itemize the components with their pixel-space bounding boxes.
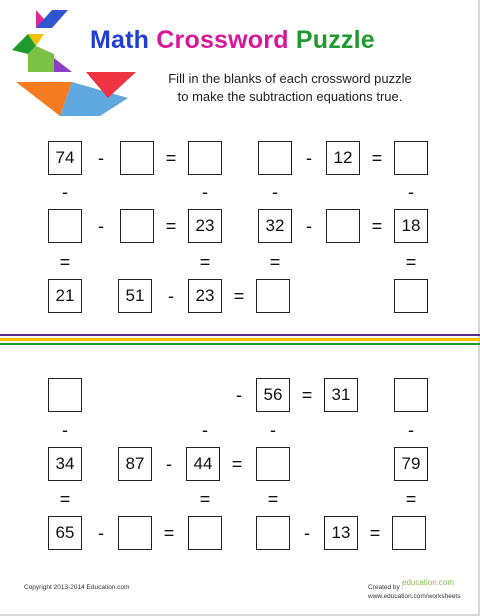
puzzle1-operator: = bbox=[233, 285, 245, 306]
title-word-puzzle: Puzzle bbox=[295, 26, 375, 54]
puzzle2-operator: = bbox=[369, 522, 381, 543]
puzzle2-operator: - bbox=[202, 419, 208, 440]
footer-credit bbox=[368, 578, 461, 600]
education-logo-icon: education.com bbox=[402, 578, 455, 587]
instructions-line-1: Fill in the blanks of each crossword puzzle bbox=[168, 71, 412, 86]
puzzle1-cell: 74 bbox=[48, 141, 82, 175]
created-by-label: Created by : bbox=[368, 584, 404, 591]
puzzle2-cell: 87 bbox=[118, 447, 152, 481]
puzzle1-operator: = bbox=[59, 251, 71, 272]
puzzle1-operator: = bbox=[269, 251, 281, 272]
puzzle2-operator: - bbox=[236, 384, 242, 405]
puzzle2-operator: - bbox=[270, 419, 276, 440]
puzzle2-blank-cell[interactable] bbox=[394, 378, 428, 412]
puzzle1-operator: = bbox=[371, 147, 383, 168]
puzzle1-operator: = bbox=[405, 251, 417, 272]
puzzle2-blank-cell[interactable] bbox=[188, 516, 222, 550]
puzzle2-cell: 13 bbox=[324, 516, 358, 550]
puzzle2-operator: - bbox=[166, 453, 172, 474]
puzzle2-operator: - bbox=[98, 522, 104, 543]
puzzle2-operator: = bbox=[163, 522, 175, 543]
title-word-crossword: Crossword bbox=[156, 26, 289, 54]
puzzle1-cell: 18 bbox=[394, 209, 428, 243]
puzzle1-cell: 23 bbox=[188, 209, 222, 243]
puzzle1-cell: 21 bbox=[48, 279, 82, 313]
puzzle1-operator: - bbox=[306, 215, 312, 236]
puzzle1-operator: - bbox=[98, 215, 104, 236]
puzzle1-operator: = bbox=[165, 147, 177, 168]
puzzle2-operator: = bbox=[199, 488, 211, 509]
puzzle2-operator: - bbox=[408, 419, 414, 440]
puzzle2-blank-cell[interactable] bbox=[392, 516, 426, 550]
puzzle2-cell: 34 bbox=[48, 447, 82, 481]
puzzle2-cell: 31 bbox=[324, 378, 358, 412]
puzzle2-blank-cell[interactable] bbox=[256, 516, 290, 550]
puzzle2-operator: = bbox=[231, 453, 243, 474]
puzzle2-cell: 79 bbox=[394, 447, 428, 481]
puzzle2-cell: 44 bbox=[186, 447, 220, 481]
puzzle1-operator: - bbox=[62, 181, 68, 202]
puzzle2-operator: - bbox=[304, 522, 310, 543]
puzzle1-operator: - bbox=[272, 181, 278, 202]
footer-copyright: Copyright 2013-2014 Education.com bbox=[24, 584, 130, 591]
title-word-math: Math bbox=[90, 26, 150, 54]
puzzle2-operator: = bbox=[301, 384, 313, 405]
puzzle2-blank-cell[interactable] bbox=[48, 378, 82, 412]
puzzle1-operator: - bbox=[168, 285, 174, 306]
footer-url[interactable]: www.education.com/worksheets bbox=[368, 593, 461, 600]
puzzle2-cell: 65 bbox=[48, 516, 82, 550]
puzzle1-operator: - bbox=[202, 181, 208, 202]
puzzle2-blank-cell[interactable] bbox=[118, 516, 152, 550]
puzzle1-cell: 32 bbox=[258, 209, 292, 243]
puzzle1-cell: 12 bbox=[326, 141, 360, 175]
puzzle1-operator: = bbox=[199, 251, 211, 272]
puzzle2-operator: = bbox=[405, 488, 417, 509]
puzzle2-operator: = bbox=[59, 488, 71, 509]
instructions-line-2: to make the subtraction equations true. bbox=[177, 89, 403, 104]
puzzle2-operator: = bbox=[267, 488, 279, 509]
puzzle1-operator: = bbox=[165, 215, 177, 236]
puzzle1-cell: 51 bbox=[118, 279, 152, 313]
puzzle2-operator: - bbox=[62, 419, 68, 440]
puzzle1-operator: - bbox=[306, 147, 312, 168]
puzzle1-cell: 23 bbox=[188, 279, 222, 313]
puzzle2-cell: 56 bbox=[256, 378, 290, 412]
puzzle1-operator: - bbox=[408, 181, 414, 202]
puzzle1-operator: = bbox=[371, 215, 383, 236]
puzzle1-operator: - bbox=[98, 147, 104, 168]
puzzle2-blank-cell[interactable] bbox=[256, 447, 290, 481]
